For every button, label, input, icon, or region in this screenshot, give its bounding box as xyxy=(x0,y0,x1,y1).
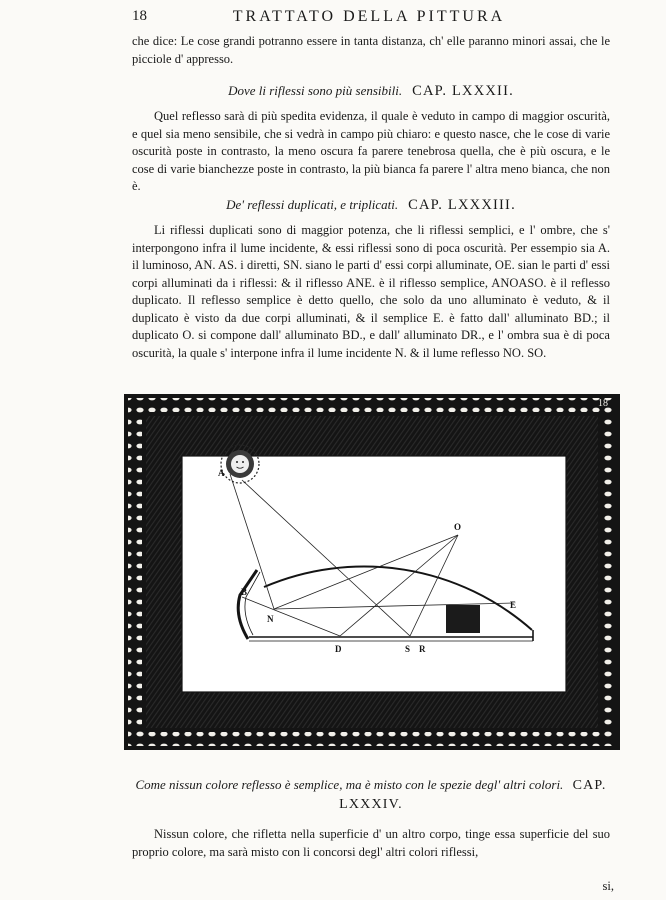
engraved-figure xyxy=(122,392,622,752)
shadow-block xyxy=(446,605,480,633)
label-o: O xyxy=(454,522,462,532)
reflection-diagram xyxy=(122,392,622,752)
chapter-82-title: Dove li riflessi sono più sensibili. xyxy=(228,83,403,98)
chapter-83-number: CAP. LXXXIII. xyxy=(408,197,516,213)
catchword: si, xyxy=(602,879,614,893)
chapter-84-number: CAP. LXXXIV. xyxy=(339,778,607,812)
intro-text: che dice: Le cose grandi potranno essere in tanta distanza, ch' elle paranno minori assai, che le picciole d' appresso. xyxy=(132,34,610,66)
label-e: E xyxy=(510,600,517,610)
chapter-84-paragraph xyxy=(132,826,610,861)
page-number: 18 xyxy=(132,8,147,24)
running-title: TRATTATO DELLA PITTURA xyxy=(232,8,506,25)
label-b: B xyxy=(241,587,248,597)
label-r: R xyxy=(419,644,426,654)
chapter-82-number: CAP. LXXXII. xyxy=(412,83,514,99)
chapter-83-body: Li riflessi duplicati sono di maggior potenza, che li riflessi semplici, e l' ombre, che s' interpongono infra il lume incidente, & essi riflessi sono di poca oscurità. Per essempio sia A. il luminoso, AN. AS. i diretti, SN. siano le parti d' essi corpi alluminate, OE. sian le parti d' essi corpi alluminati da i riflessi: & il riflesso ANE. è il riflesso semplice, ANOASO. è il reflesso duplicato. Il reflesso semplice è detto quello, che solo da uno alluminato è veduto, & il duplicato è visto da due corpi alluminati, & il semplice E. è fatto dall' alluminato BD.; il duplicato O. si compone dall' alluminato BD., e dall' alluminato DR., e l' ombra sua è di poca oscurità, la quale s' interpone infra il lume incidente N. & il lume reflesso NO. SO. xyxy=(132,223,610,360)
page-header xyxy=(132,8,606,30)
chapter-82-body: Quel reflesso sarà di più spedita evidenza, il quale è veduto in campo di maggior oscurità, e quel sia meno sensibile, che si vedrà in campo più chiaro: e questo nasce, che le cose di varie oscurità poste in contrasto, la meno oscura fa parere tenebrosa quella, che è più oscura, e le cose di varie bianchezze poste in contrasto, la più bianca fa parere l' altra meno bianca, che non è. xyxy=(132,109,610,193)
label-s: S xyxy=(405,644,411,654)
chapter-84-heading xyxy=(132,776,610,814)
label-n: N xyxy=(267,614,274,624)
chapter-82-heading xyxy=(132,82,610,100)
label-a: A xyxy=(218,468,225,478)
diagram-panel xyxy=(182,456,566,692)
chapter-83-heading xyxy=(132,196,610,214)
chapter-84-body: Nissun colore, che rifletta nella superficie d' un altro corpo, tinge essa superficie del suo proprio colore, ma sarà misto con li concorsi degl' altri colori riflessi, xyxy=(132,827,610,859)
chapter-84-title: Come nissun colore reflesso è semplice, ma è misto con le spezie degl' altri colori. xyxy=(135,777,564,792)
plate-number: 18 xyxy=(598,398,608,409)
chapter-83-title: De' reflessi duplicati, e triplicati. xyxy=(226,197,399,212)
label-d: D xyxy=(335,644,342,654)
intro-paragraph xyxy=(132,33,610,68)
chapter-83-paragraph xyxy=(132,222,610,362)
chapter-82-paragraph xyxy=(132,108,610,196)
